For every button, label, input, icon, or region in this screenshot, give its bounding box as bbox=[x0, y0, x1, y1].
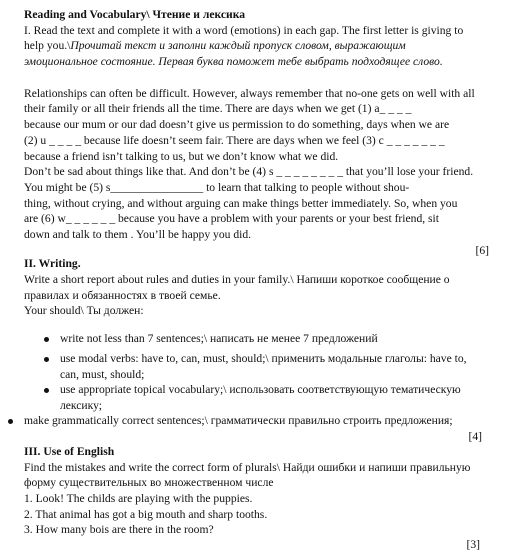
section-2-heading: II. Writing. bbox=[24, 257, 81, 270]
exercise-item-3: 3. How many bois are there in the room? bbox=[24, 523, 214, 536]
outer-bullet-item: make grammatically correct sentences;\ грамматически правильно строить предложения; bbox=[24, 414, 453, 427]
text-line: You might be (5) s________________ to learn that talking to people without shou- bbox=[24, 181, 410, 194]
section-1-heading: Reading and Vocabulary\ Чтение и лексика bbox=[24, 8, 246, 21]
section-2-line-1: Write a short report about rules and duties in your family.\ Напиши короткое сообщение о bbox=[24, 273, 450, 286]
text-line: down and talk to them . You’ll be happy you did. bbox=[24, 228, 252, 241]
text-line: (2) u _ _ _ _ because life doesn’t seem fair. There are days when we feel (3) c _ _ _ _ _ _ _ bbox=[24, 134, 445, 147]
bullet-dot bbox=[8, 419, 13, 424]
bullet-item-3-line-2: лексику; bbox=[60, 399, 102, 412]
section-2-line-3: Your should\ Ты должен: bbox=[24, 304, 144, 317]
section-3-line-1: Find the mistakes and write the correct form of plurals\ Найди ошибки и напиши правильную bbox=[24, 461, 471, 474]
section-3-heading: III. Use of English bbox=[24, 445, 115, 458]
text-line: are (6) w_ _ _ _ _ _ because you have a problem with your parents or your best friend, sit bbox=[24, 212, 440, 225]
section-1-instruction-russian: Прочитай текст и заполни каждый пропуск словом, выражающим bbox=[70, 39, 406, 52]
bullet-dot bbox=[44, 388, 49, 393]
section-1-instruction-line-3: эмоциональное состояние. Первая буква поможет тебе выбрать подходящее слово. bbox=[24, 55, 443, 68]
bullet-item-2-line-2: can, must, should; bbox=[60, 368, 145, 381]
bullet-dot bbox=[44, 337, 49, 342]
text-line: because a friend isn’t talking to us, but we don’t know what we did. bbox=[24, 150, 339, 163]
text-line: because our mum or our dad doesn’t give us permission to do something, days when we are bbox=[24, 118, 450, 131]
section-3-line-2: форму существительных во множественном числе bbox=[24, 476, 274, 489]
exercise-item-1: 1. Look! The childs are playing with the puppies. bbox=[24, 492, 253, 505]
section-3-score: [3] bbox=[466, 538, 480, 551]
bullet-item-1: write not less than 7 sentences;\ написать не менее 7 предложений bbox=[60, 332, 378, 345]
text-line: Relationships can often be difficult. However, always remember that no-one gets on well with all bbox=[24, 87, 475, 100]
bullet-item-2-line-1: use modal verbs: have to, can, must, should;\ применить модальные глаголы: have to, bbox=[60, 352, 467, 365]
exercise-item-2: 2. That animal has got a big mouth and sharp tooths. bbox=[24, 508, 268, 521]
section-2-score: [4] bbox=[468, 430, 482, 443]
section-1-instruction-line-2 bbox=[24, 38, 406, 53]
text-line: thing, without crying, and without arguing can make things better immediately. So, when you bbox=[24, 197, 458, 210]
section-1-instruction-plain: help you.\ bbox=[24, 39, 71, 52]
section-2-line-2: правилах и обязанностях в твоей семье. bbox=[24, 289, 221, 302]
section-1-score: [6] bbox=[475, 244, 489, 257]
text-line: their family or all their friends all the time. There are days when we get (1) a_ _ _ _ bbox=[24, 102, 412, 115]
text-line: Don’t be sad about things like that. And don’t be (4) s _ _ _ _ _ _ _ _ that you’ll lose your friend. bbox=[24, 165, 474, 178]
bullet-item-3-line-1: use appropriate topical vocabulary;\ использовать соответствующую тематическую bbox=[60, 383, 461, 396]
bullet-dot bbox=[44, 357, 49, 362]
section-1-instruction-line-1: I. Read the text and complete it with a word (emotions) in each gap. The first letter is giving to bbox=[24, 24, 464, 37]
